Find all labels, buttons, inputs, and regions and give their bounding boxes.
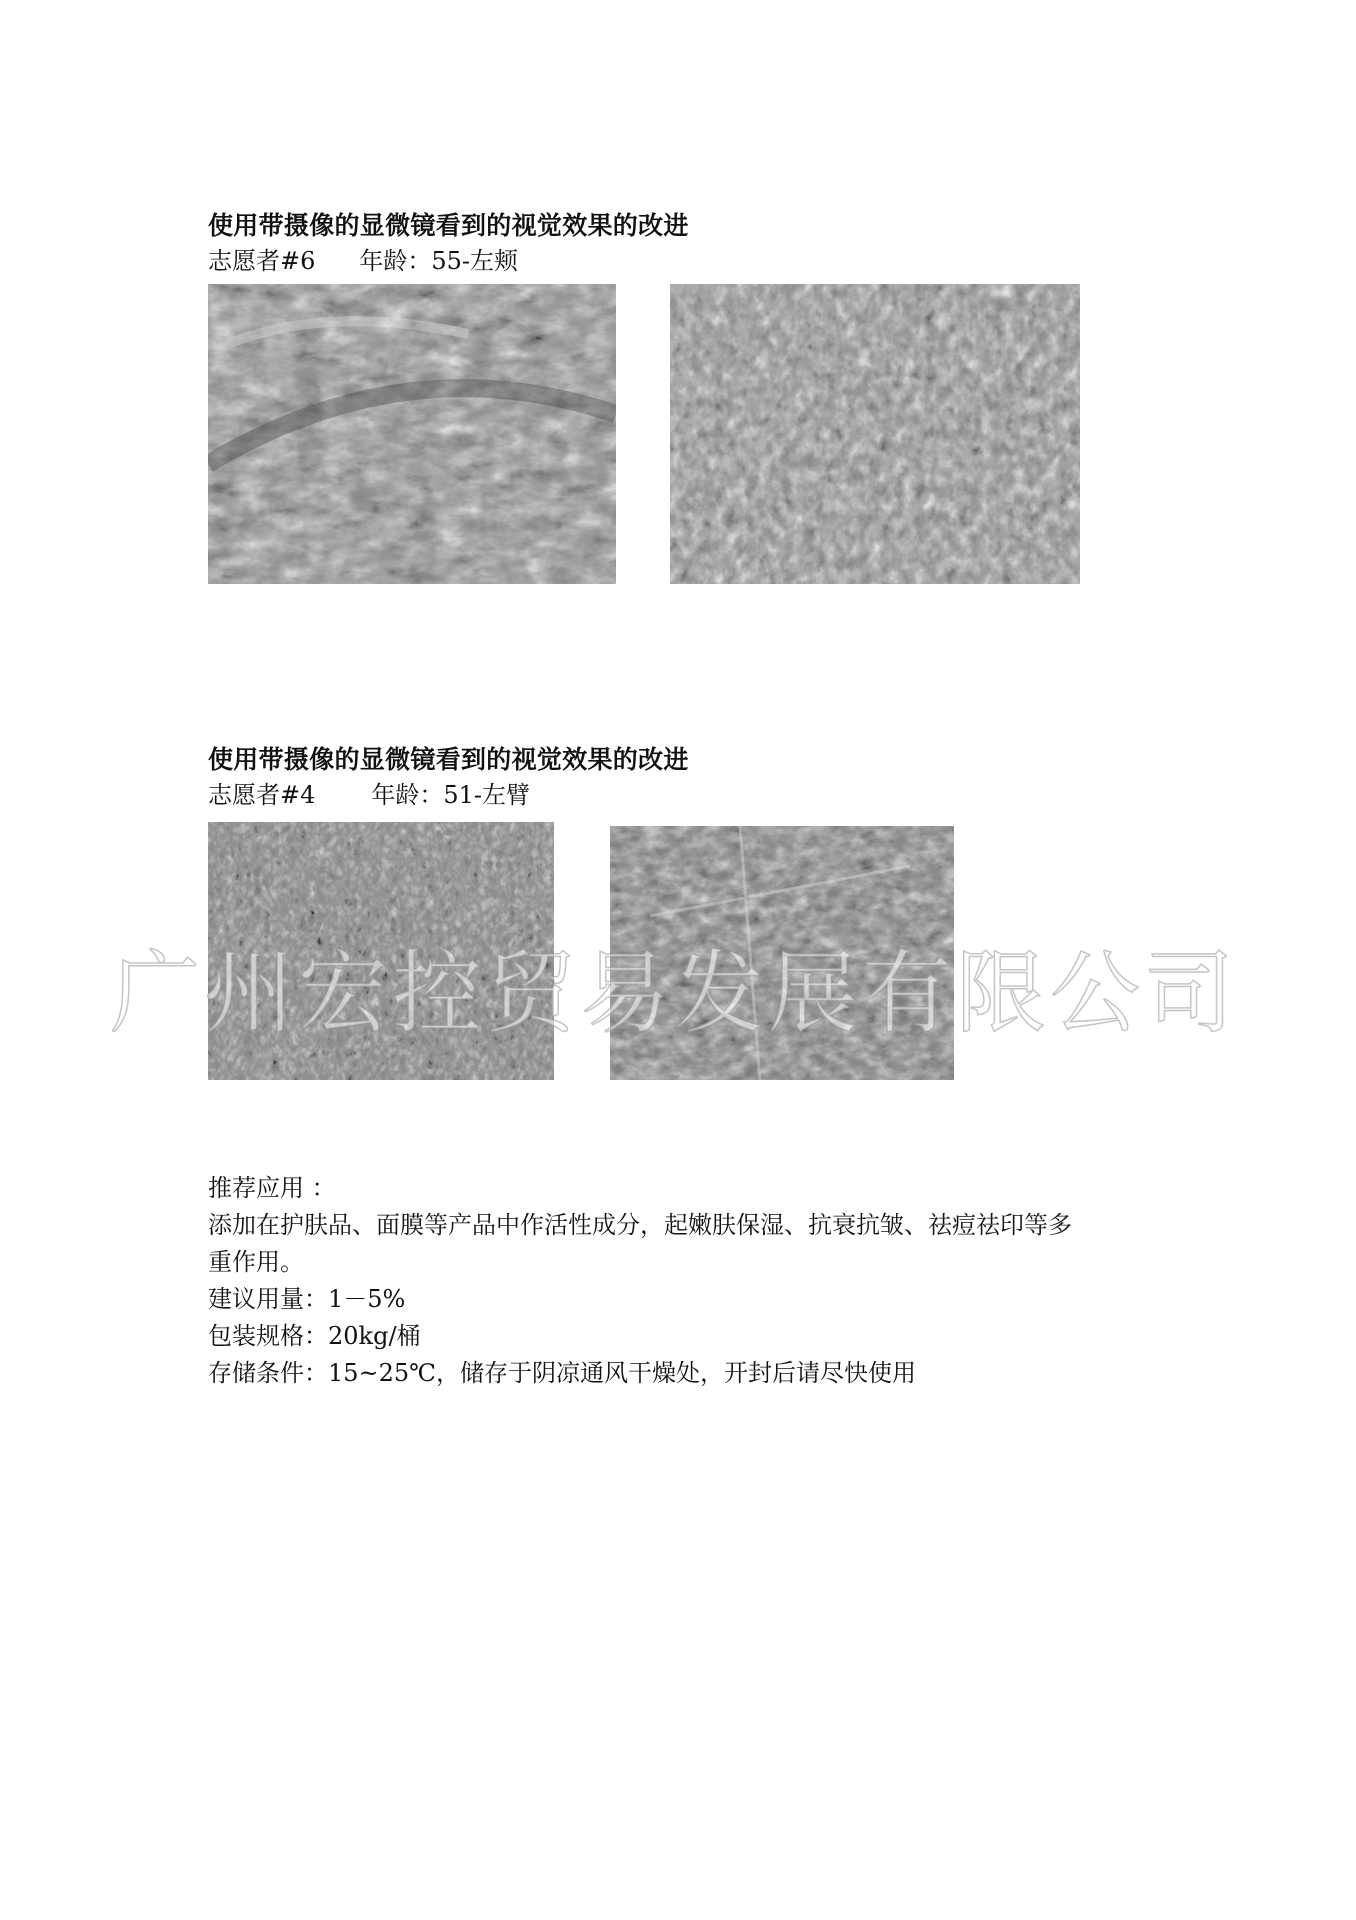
section2-title: 使用带摄像的显微镜看到的视觉效果的改进 (208, 745, 689, 774)
skin-texture-image (610, 826, 954, 1080)
section1-age: 年龄：55-左颊 (359, 247, 519, 275)
skin-texture-image (208, 284, 616, 584)
dosage-text: 建议用量：1－5% (208, 1285, 406, 1313)
skin-texture-image (670, 284, 1080, 584)
storage-text: 存储条件：15~25℃，储存于阴凉通风干燥处，开封后请尽快使用 (208, 1359, 917, 1387)
micrograph-before-volunteer4 (208, 822, 554, 1080)
skin-texture-image (208, 822, 554, 1080)
section1-title: 使用带摄像的显微镜看到的视觉效果的改进 (208, 211, 689, 240)
recommendation-description-line1: 添加在护肤品、面膜等产品中作活性成分，起嫩肤保湿、抗衰抗皱、祛痘祛印等多 (208, 1211, 1072, 1239)
packaging-text: 包装规格：20kg/桶 (208, 1322, 421, 1350)
recommendation-heading: 推荐应用 ： (208, 1174, 336, 1202)
recommendation-description-line2: 重作用。 (208, 1248, 304, 1276)
recommendation-block (208, 1170, 1072, 1392)
section2-volunteer: 志愿者#4 (208, 781, 316, 809)
micrograph-before-volunteer6 (208, 284, 616, 584)
micrograph-after-volunteer6 (670, 284, 1080, 584)
company-watermark: 广州宏控贸易发展有限公司 (110, 941, 1238, 1046)
section1-volunteer: 志愿者#6 (208, 247, 316, 275)
section2-age: 年龄：51-左臂 (371, 781, 531, 809)
section1-subtitle (208, 241, 518, 276)
section2-subtitle (208, 775, 530, 810)
micrograph-after-volunteer4 (610, 826, 954, 1080)
